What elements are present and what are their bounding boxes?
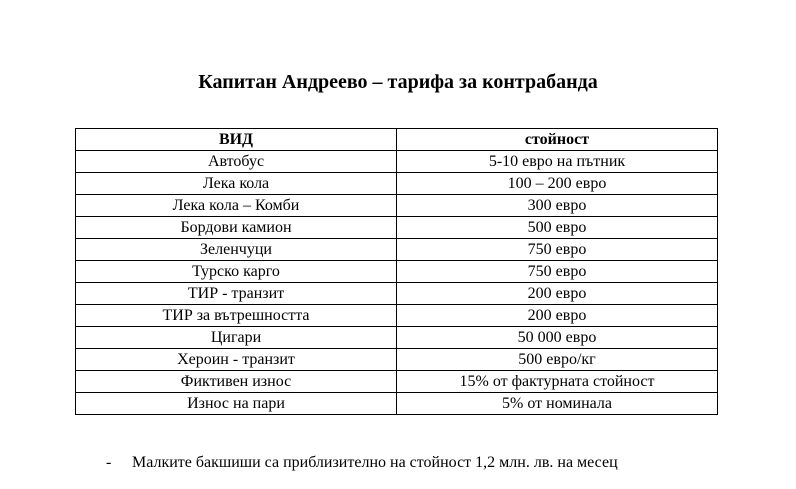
cell-type: Лека кола – Комби [76,195,397,217]
table-row [76,371,718,393]
cell-type: Зеленчуци [76,239,397,261]
cell-value: 100 – 200 евро [397,173,718,195]
table-header-row [76,129,718,151]
table-row [76,393,718,415]
table-row [76,195,718,217]
table-row [76,261,718,283]
table-row [76,151,718,173]
cell-value: 500 евро [397,217,718,239]
cell-type: Фиктивен износ [76,371,397,393]
cell-value: 300 евро [397,195,718,217]
cell-type: Автобус [76,151,397,173]
footnote-text: Малките бакшиши са приблизително на стойност 1,2 млн. лв. на месец [132,454,618,471]
cell-type: Цигари [76,327,397,349]
cell-value: 200 евро [397,283,718,305]
table-row [76,239,718,261]
column-header-type: ВИД [76,129,397,151]
table-row [76,305,718,327]
cell-value: 5% от номинала [397,393,718,415]
document-title: Капитан Андреево – тарифа за контрабанда [198,71,598,93]
cell-type: ТИР за вътрешността [76,305,397,327]
cell-value: 15% от фактурната стойност [397,371,718,393]
cell-type: Хероин - транзит [76,349,397,371]
cell-value: 750 евро [397,261,718,283]
table-body [76,151,718,415]
cell-value: 750 евро [397,239,718,261]
cell-value: 50 000 евро [397,327,718,349]
column-header-value: стойност [397,129,718,151]
cell-type: Износ на пари [76,393,397,415]
cell-value: 5-10 евро на пътник [397,151,718,173]
cell-type: Лека кола [76,173,397,195]
table-row [76,349,718,371]
table-row [76,217,718,239]
cell-type: Бордови камион [76,217,397,239]
cell-type: ТИР - транзит [76,283,397,305]
cell-value: 200 евро [397,305,718,327]
table-row [76,173,718,195]
cell-type: Турско карго [76,261,397,283]
bullet-dash: - [106,454,112,471]
tariff-table [75,128,718,415]
footnote [106,452,618,474]
table-row [76,283,718,305]
cell-value: 500 евро/кг [397,349,718,371]
table-row [76,327,718,349]
